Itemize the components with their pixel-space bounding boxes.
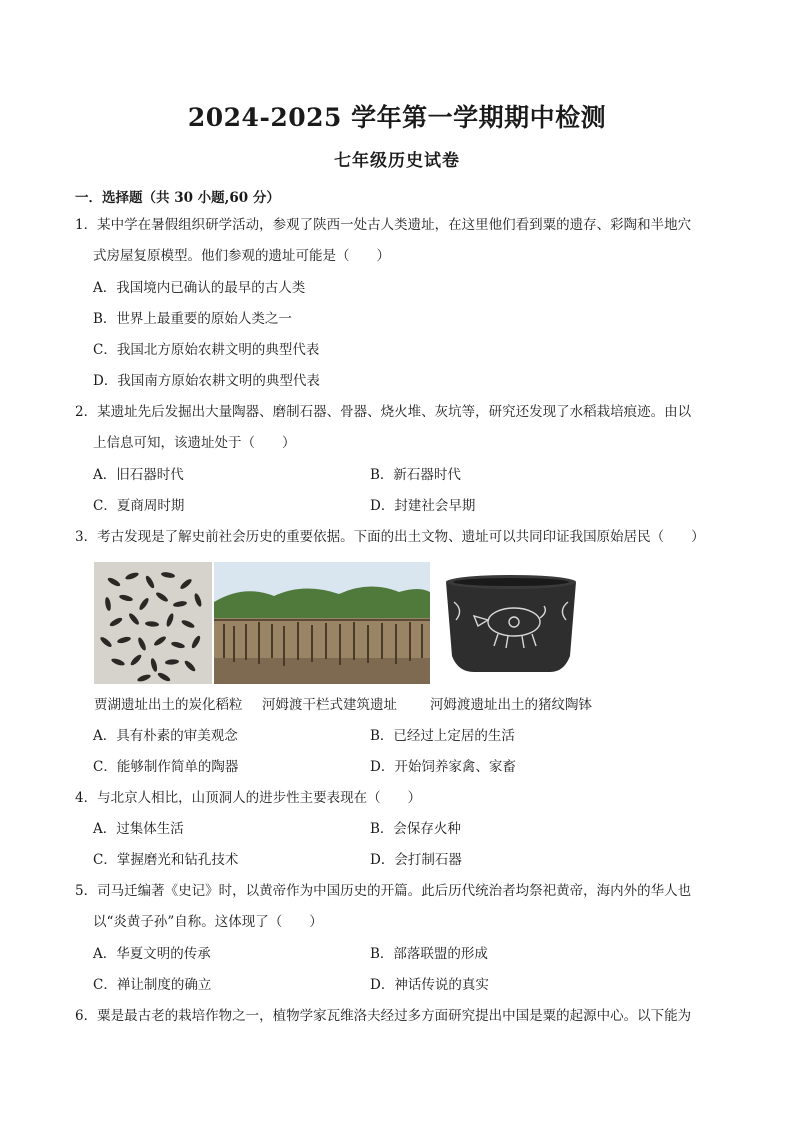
question-1-option-a: A．我国境内已确认的最早的古人类 bbox=[93, 280, 306, 296]
question-3-option-c: C．能够制作简单的陶器 bbox=[93, 759, 239, 775]
question-5-option-d: D．神话传说的真实 bbox=[370, 977, 489, 993]
stilt-house-site-image bbox=[214, 562, 430, 684]
question-3-line-1: 3．考古发现是了解史前社会历史的重要依据。下面的出土文物、遗址可以共同印证我国原始居民（ ） bbox=[75, 529, 705, 545]
question-4-option-d: D．会打制石器 bbox=[370, 852, 462, 868]
question-2-option-c: C．夏商周时期 bbox=[93, 498, 185, 514]
question-3-option-d: D．开始饲养家禽、家畜 bbox=[370, 759, 516, 775]
question-1-line-1: 1．某中学在暑假组织研学活动，参观了陕西一处古人类遗址，在这里他们看到粟的遗存、彩陶和半地穴 bbox=[75, 217, 692, 233]
question-5-option-b: B．部落联盟的形成 bbox=[370, 946, 488, 962]
question-2-option-a: A．旧石器时代 bbox=[93, 467, 184, 483]
page-title: 2024-2025 学年第一学期期中检测 bbox=[187, 103, 607, 132]
question-1-option-d: D．我国南方原始农耕文明的典型代表 bbox=[93, 373, 320, 389]
question-3-caption-3: 河姆渡遗址出土的猪纹陶钵 bbox=[430, 697, 592, 713]
question-1-line-2: 式房屋复原模型。他们参观的遗址可能是（ ） bbox=[93, 248, 390, 264]
question-2-option-b: B．新石器时代 bbox=[370, 467, 461, 483]
question-3-caption-1: 贾湖遗址出土的炭化稻粒 bbox=[94, 697, 243, 713]
question-3-option-a: A．具有朴素的审美观念 bbox=[93, 728, 238, 744]
question-1-option-b: B．世界上最重要的原始人类之一 bbox=[93, 311, 292, 327]
question-1-option-c: C．我国北方原始农耕文明的典型代表 bbox=[93, 342, 320, 358]
question-5-line-1: 5．司马迁编著《史记》时，以黄帝作为中国历史的开篇。此后历代统治者均祭祀黄帝，海内外的华人也 bbox=[75, 883, 692, 899]
question-5-option-a: A．华夏文明的传承 bbox=[93, 946, 211, 962]
question-5-option-c: C．禅让制度的确立 bbox=[93, 977, 212, 993]
question-4-option-a: A．过集体生活 bbox=[93, 821, 184, 837]
question-3-option-b: B．已经过上定居的生活 bbox=[370, 728, 515, 744]
question-2-line-2: 上信息可知，该遗址处于（ ） bbox=[93, 435, 296, 451]
question-2-option-d: D．封建社会早期 bbox=[370, 498, 476, 514]
section-heading: 一．选择题（共 30 小题,60 分） bbox=[75, 190, 280, 206]
pig-pattern-pottery-image bbox=[436, 562, 594, 684]
question-3-images bbox=[94, 562, 594, 684]
carbonized-rice-image bbox=[94, 562, 212, 684]
question-3-caption-2: 河姆渡干栏式建筑遗址 bbox=[262, 697, 397, 713]
question-2-line-1: 2．某遗址先后发掘出大量陶器、磨制石器、骨器、烧火堆、灰坑等，研究还发现了水稻栽培痕迹。由以 bbox=[75, 404, 692, 420]
page-subtitle: 七年级历史试卷 bbox=[334, 151, 460, 171]
question-4-option-b: B．会保存火种 bbox=[370, 821, 461, 837]
question-6-line-1: 6．粟是最古老的栽培作物之一，植物学家瓦维洛夫经过多方面研究提出中国是粟的起源中心。以下能为 bbox=[75, 1008, 692, 1024]
question-4-option-c: C．掌握磨光和钻孔技术 bbox=[93, 852, 239, 868]
question-5-line-2: 以“炎黄子孙”自称。这体现了（ ） bbox=[93, 914, 323, 930]
question-4-line-1: 4．与北京人相比，山顶洞人的进步性主要表现在（ ） bbox=[75, 790, 422, 806]
